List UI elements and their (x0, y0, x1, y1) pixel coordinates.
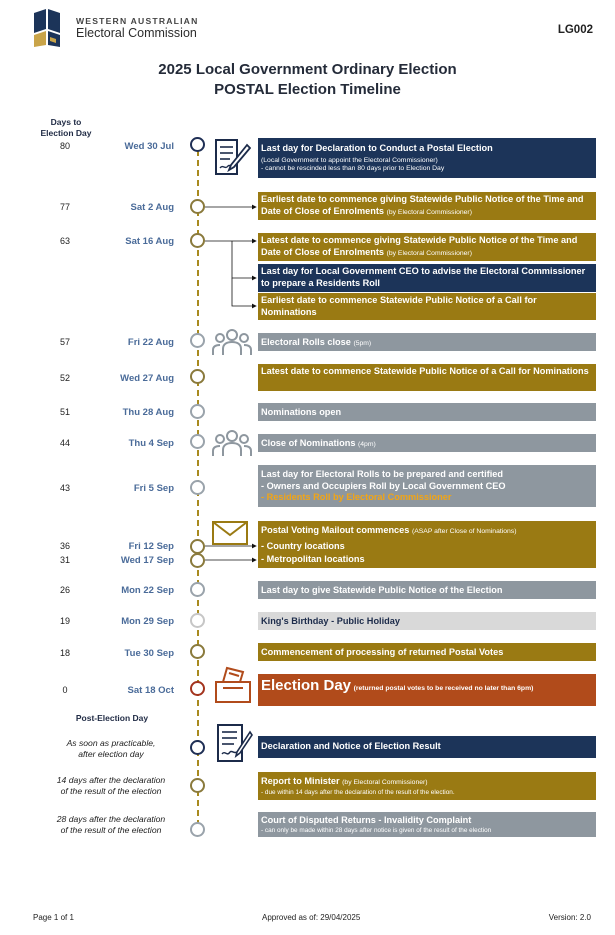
document-id: LG002 (557, 24, 593, 36)
event-title: Commencement of processing of returned Postal Votes (261, 647, 504, 657)
timeline-node (190, 822, 205, 837)
days-count: 43 (59, 483, 70, 493)
version-label: Version: (548, 913, 578, 922)
ballot-box-icon (213, 664, 253, 704)
page-number: Page 1 of 1 (33, 913, 74, 922)
event-box (258, 293, 596, 320)
event-title: Earliest date to commence giving Statewide Public Notice of the Time and Date of Close of Enrolments (261, 194, 584, 216)
event-suffix: (ASAP after Close of Nominations) (411, 528, 517, 535)
timeline-node (190, 681, 205, 696)
event-date: Wed 17 Sep (120, 555, 174, 566)
event-box (258, 643, 596, 661)
days-count: 26 (59, 585, 70, 595)
event-date: Mon 22 Sep (121, 585, 174, 596)
event-title: Last day to give Statewide Public Notice of the Election (261, 585, 503, 595)
post-event-when (40, 738, 182, 760)
event-date: Sat 2 Aug (130, 202, 174, 213)
approval-label: Approved as of: (262, 913, 319, 922)
event-box (258, 465, 596, 507)
event-date: Mon 29 Sep (121, 616, 174, 627)
post-event-when (40, 775, 182, 797)
timeline-node (190, 404, 205, 419)
event-box (258, 364, 596, 391)
timeline-node (190, 740, 205, 755)
event-title: Latest date to commence giving Statewide Public Notice of the Time and Date of Close of Enrolments (261, 235, 578, 257)
event-box (258, 612, 596, 630)
post-event-when-line: after election day (78, 749, 144, 759)
event-title: Electoral Rolls close (261, 337, 351, 347)
event-note: - can only be made within 28 days after notice is given of the result of the election (261, 826, 492, 834)
event-line-highlight: - Residents Roll by Electoral Commissioner (261, 492, 452, 503)
event-suffix: (by Electoral Commissioner) (386, 249, 472, 257)
timeline-node (190, 644, 205, 659)
event-box (258, 434, 596, 452)
post-event-when-line: 28 days after the declaration (56, 814, 166, 824)
event-box (258, 233, 596, 261)
days-count: 57 (59, 337, 70, 347)
event-note: - due within 14 days after the declaration of the result of the election. (261, 788, 455, 796)
event-date: Sat 18 Oct (127, 685, 174, 696)
timeline-node (190, 434, 205, 449)
event-title: Last day for Local Government CEO to advise the Electoral Commissioner to prepare a Residents Roll (261, 266, 586, 288)
event-date: Tue 30 Sep (124, 648, 174, 659)
days-count: 51 (59, 407, 70, 417)
version (549, 913, 591, 922)
org-name-line2: Electoral Commission (76, 26, 197, 40)
timeline-node (190, 553, 205, 568)
days-count: 31 (59, 555, 70, 565)
timeline-node (190, 778, 205, 793)
timeline-node (190, 480, 205, 495)
document-pen-icon (213, 137, 251, 177)
event-date: Wed 27 Aug (120, 373, 174, 384)
timeline-node (190, 369, 205, 384)
timeline-node (190, 199, 205, 214)
days-count: 80 (59, 141, 70, 151)
event-note: (Local Government to appoint the Electoral Commissioner) (261, 156, 438, 164)
event-line: - Owners and Occupiers Roll by Local Government CEO (261, 480, 506, 491)
org-name-line1: WESTERN AUSTRALIAN (76, 16, 199, 26)
event-date: Wed 30 Jul (124, 141, 174, 152)
timeline-node (190, 613, 205, 628)
timeline-node (190, 233, 205, 248)
event-date: Fri 12 Sep (128, 541, 174, 552)
event-suffix: (returned postal votes to be received no later than 6pm) (353, 685, 534, 692)
days-count: 52 (59, 373, 70, 383)
people-group-icon (212, 328, 252, 356)
event-title: Election Day (261, 677, 352, 694)
event-box (258, 333, 596, 351)
post-event-when-line: 14 days after the declaration (56, 775, 166, 785)
page-title: 2025 Local Government Ordinary Election (158, 61, 457, 78)
event-title: Latest date to commence Statewide Public Notice of a Call for Nominations (261, 366, 589, 376)
event-title: Last day for Electoral Rolls to be prepared and certified (261, 469, 503, 479)
event-date: Sat 16 Aug (125, 236, 174, 247)
event-suffix: (5pm) (353, 340, 372, 347)
event-date: Thu 4 Sep (128, 438, 174, 449)
post-event-when-line: of the result of the election (60, 786, 162, 796)
post-event-when (40, 814, 182, 836)
event-title: Postal Voting Mailout commences (261, 525, 410, 535)
event-title: Declaration and Notice of Election Result (261, 741, 441, 751)
post-election-header: Post-Election Day (75, 713, 149, 723)
election-day-box (258, 674, 596, 706)
event-box (258, 581, 596, 599)
timeline-node (190, 539, 205, 554)
days-count: 19 (59, 616, 70, 626)
event-box (258, 736, 596, 758)
event-title: Nominations open (261, 407, 342, 417)
event-date: Fri 5 Sep (133, 483, 174, 494)
event-title: King's Birthday - Public Holiday (261, 616, 400, 626)
page-subtitle: POSTAL Election Timeline (214, 81, 401, 98)
event-suffix: (by Electoral Commissioner) (386, 208, 472, 216)
timeline-node (190, 333, 205, 348)
timeline-node (190, 582, 205, 597)
days-count: 36 (59, 541, 70, 551)
event-box (258, 812, 596, 837)
post-event-when-line: As soon as practicable, (66, 738, 156, 748)
event-title: Last day for Declaration to Conduct a Postal Election (261, 143, 493, 153)
event-suffix: (4pm) (358, 441, 376, 448)
days-count: 18 (59, 648, 70, 658)
event-line: - Country locations (261, 540, 345, 551)
days-count: 63 (59, 236, 70, 246)
approval-date (262, 913, 360, 922)
event-box (258, 772, 596, 800)
event-title: Court of Disputed Returns - Invalidity Complaint (261, 815, 472, 825)
event-title: Close of Nominations (261, 438, 356, 448)
signed-document-icon (215, 722, 253, 764)
event-box (258, 264, 596, 292)
event-title: Report to Minister (261, 776, 340, 786)
event-box (258, 403, 596, 421)
event-box (258, 192, 596, 220)
days-count: 77 (59, 202, 70, 212)
event-title: Earliest date to commence Statewide Public Notice of a Call for Nominations (261, 295, 537, 317)
days-count: 44 (59, 438, 70, 448)
timeline-node (190, 137, 205, 152)
event-line: - Metropolitan locations (261, 554, 365, 565)
approval-value: 29/04/2025 (320, 913, 361, 922)
version-value: 2.0 (579, 913, 591, 922)
event-box (258, 521, 596, 568)
people-group-icon (212, 429, 252, 457)
event-date: Fri 22 Aug (127, 337, 174, 348)
event-date: Thu 28 Aug (122, 407, 174, 418)
envelope-icon (212, 521, 248, 545)
event-box (258, 138, 596, 178)
days-count: 0 (62, 685, 68, 695)
post-event-when-line: of the result of the election (60, 825, 162, 835)
event-note: - cannot be rescinded less than 80 days prior to Election Day (261, 165, 445, 173)
days-to-election-header: Days to Election Day (40, 117, 92, 138)
event-suffix: (by Electoral Commissioner) (342, 779, 428, 786)
